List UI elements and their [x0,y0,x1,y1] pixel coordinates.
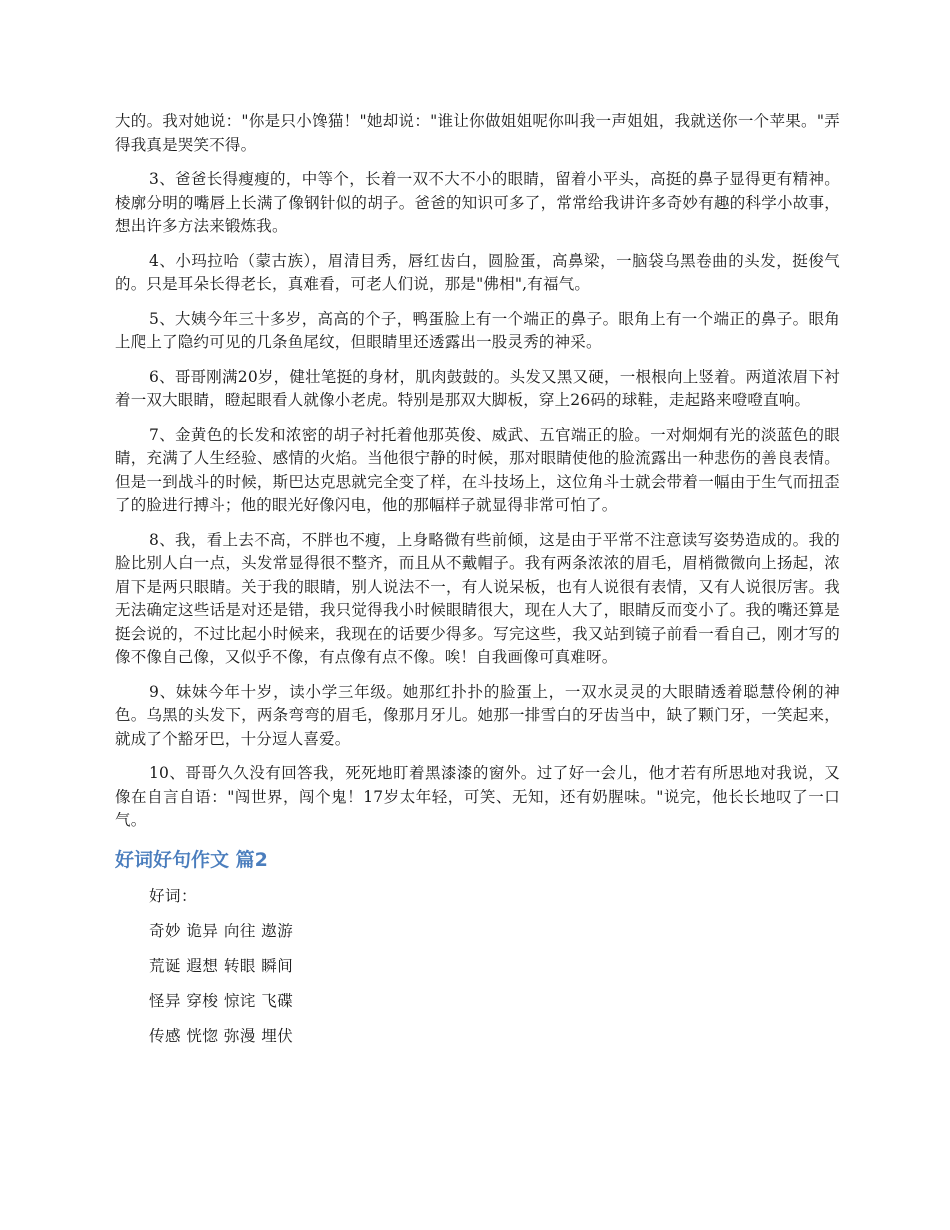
paragraph-3: 3、爸爸长得瘦瘦的，中等个，长着一双不大不小的眼睛，留着小平头，高挺的鼻子显得更有精神。棱廓分明的嘴唇上长满了像钢针似的胡子。爸爸的知识可多了，常常给我讲许多奇妙有趣的科学小故事，想出许多方法来锻炼我。 [115,170,840,235]
section-heading: 好词好句作文 篇2 [115,848,268,871]
word-row: 怪异 穿梭 惊诧 飞碟 [149,991,294,1010]
word-row: 奇妙 诡异 向往 遨游 [149,921,294,940]
document-page [115,110,840,1060]
word-row: 荒诞 遐想 转眼 瞬间 [149,956,294,975]
paragraph-6: 6、哥哥刚满20岁，健壮笔挺的身材，肌肉鼓鼓的。头发又黑又硬，一根根向上竖着。两道浓眉下衬着一双大眼睛，瞪起眼看人就像小老虎。特别是那双大脚板，穿上26码的球鞋，走起路来噔噔直响。 [115,367,840,409]
paragraph-7: 7、金黄色的长发和浓密的胡子衬托着他那英俊、威武、五官端正的脸。一对炯炯有光的淡蓝色的眼睛，充满了人生经验、感情的火焰。当他很宁静的时候，那对眼睛使他的脸流露出一种悲伤的善良表情。但是一到战斗的时候，斯巴达克思就完全变了样，在斗技场上，这位角斗士就会带着一幅由于生气而扭歪了的脸进行搏斗；他的眼光好像闪电，他的那幅样子就显得非常可怕了。 [115,425,840,514]
paragraph-4: 4、小玛拉哈（蒙古族），眉清目秀，唇红齿白，圆脸蛋，高鼻梁，一脑袋乌黑卷曲的头发，挺俊气的。只是耳朵长得老长，真难看，可老人们说，那是"佛相",有福气。 [115,251,840,293]
paragraph-8: 8、我，看上去不高，不胖也不瘦，上身略微有些前倾，这是由于平常不注意读写姿势造成的。我的脸比别人白一点，头发常显得很不整齐，而且从不戴帽子。我有两条浓浓的眉毛，眉梢微微向上扬起，浓眉下是两只眼睛。关于我的眼睛，别人说法不一，有人说呆板，也有人说很有表情，又有人说很厉害。我无法确定这些话是对还是错，我只觉得我小时候眼睛很大，现在人大了，眼睛反而变小了。我的嘴还算是挺会说的，不过比起小时候来，我现在的话要少得多。写完这些，我又站到镜子前看一看自己，刚才写的像不像自己像，又似乎不像，有点像有点不像。唉！自我画像可真难呀。 [115,530,840,666]
word-row: 传感 恍惚 弥漫 埋伏 [149,1026,294,1045]
paragraph-continuation: 大的。我对她说："你是只小馋猫！"她却说："谁让你做姐姐呢你叫我一声姐姐，我就送你一个苹果。"弄得我真是哭笑不得。 [115,112,840,154]
paragraph-10: 10、哥哥久久没有回答我，死死地盯着黑漆漆的窗外。过了好一会儿，他才若有所思地对我说，又像在自言自语："闯世界，闯个鬼！17岁太年轻，可笑、无知，还有奶腥味。"说完，他长长地叹了一口气。 [115,764,840,829]
words-label: 好词： [149,886,198,905]
paragraph-9: 9、妹妹今年十岁，读小学三年级。她那红扑扑的脸蛋上，一双水灵灵的大眼睛透着聪慧伶俐的神色。乌黑的头发下，两条弯弯的眉毛，像那月牙儿。她那一排雪白的牙齿当中，缺了颗门牙，一笑起来，就成了个豁牙巴，十分逗人喜爱。 [115,682,840,748]
paragraph-5: 5、大姨今年三十多岁，高高的个子，鸭蛋脸上有一个端正的鼻子。眼角上有一个端正的鼻子。眼角上爬上了隐约可见的几条鱼尾纹，但眼睛里还透露出一股灵秀的神采。 [115,309,840,351]
